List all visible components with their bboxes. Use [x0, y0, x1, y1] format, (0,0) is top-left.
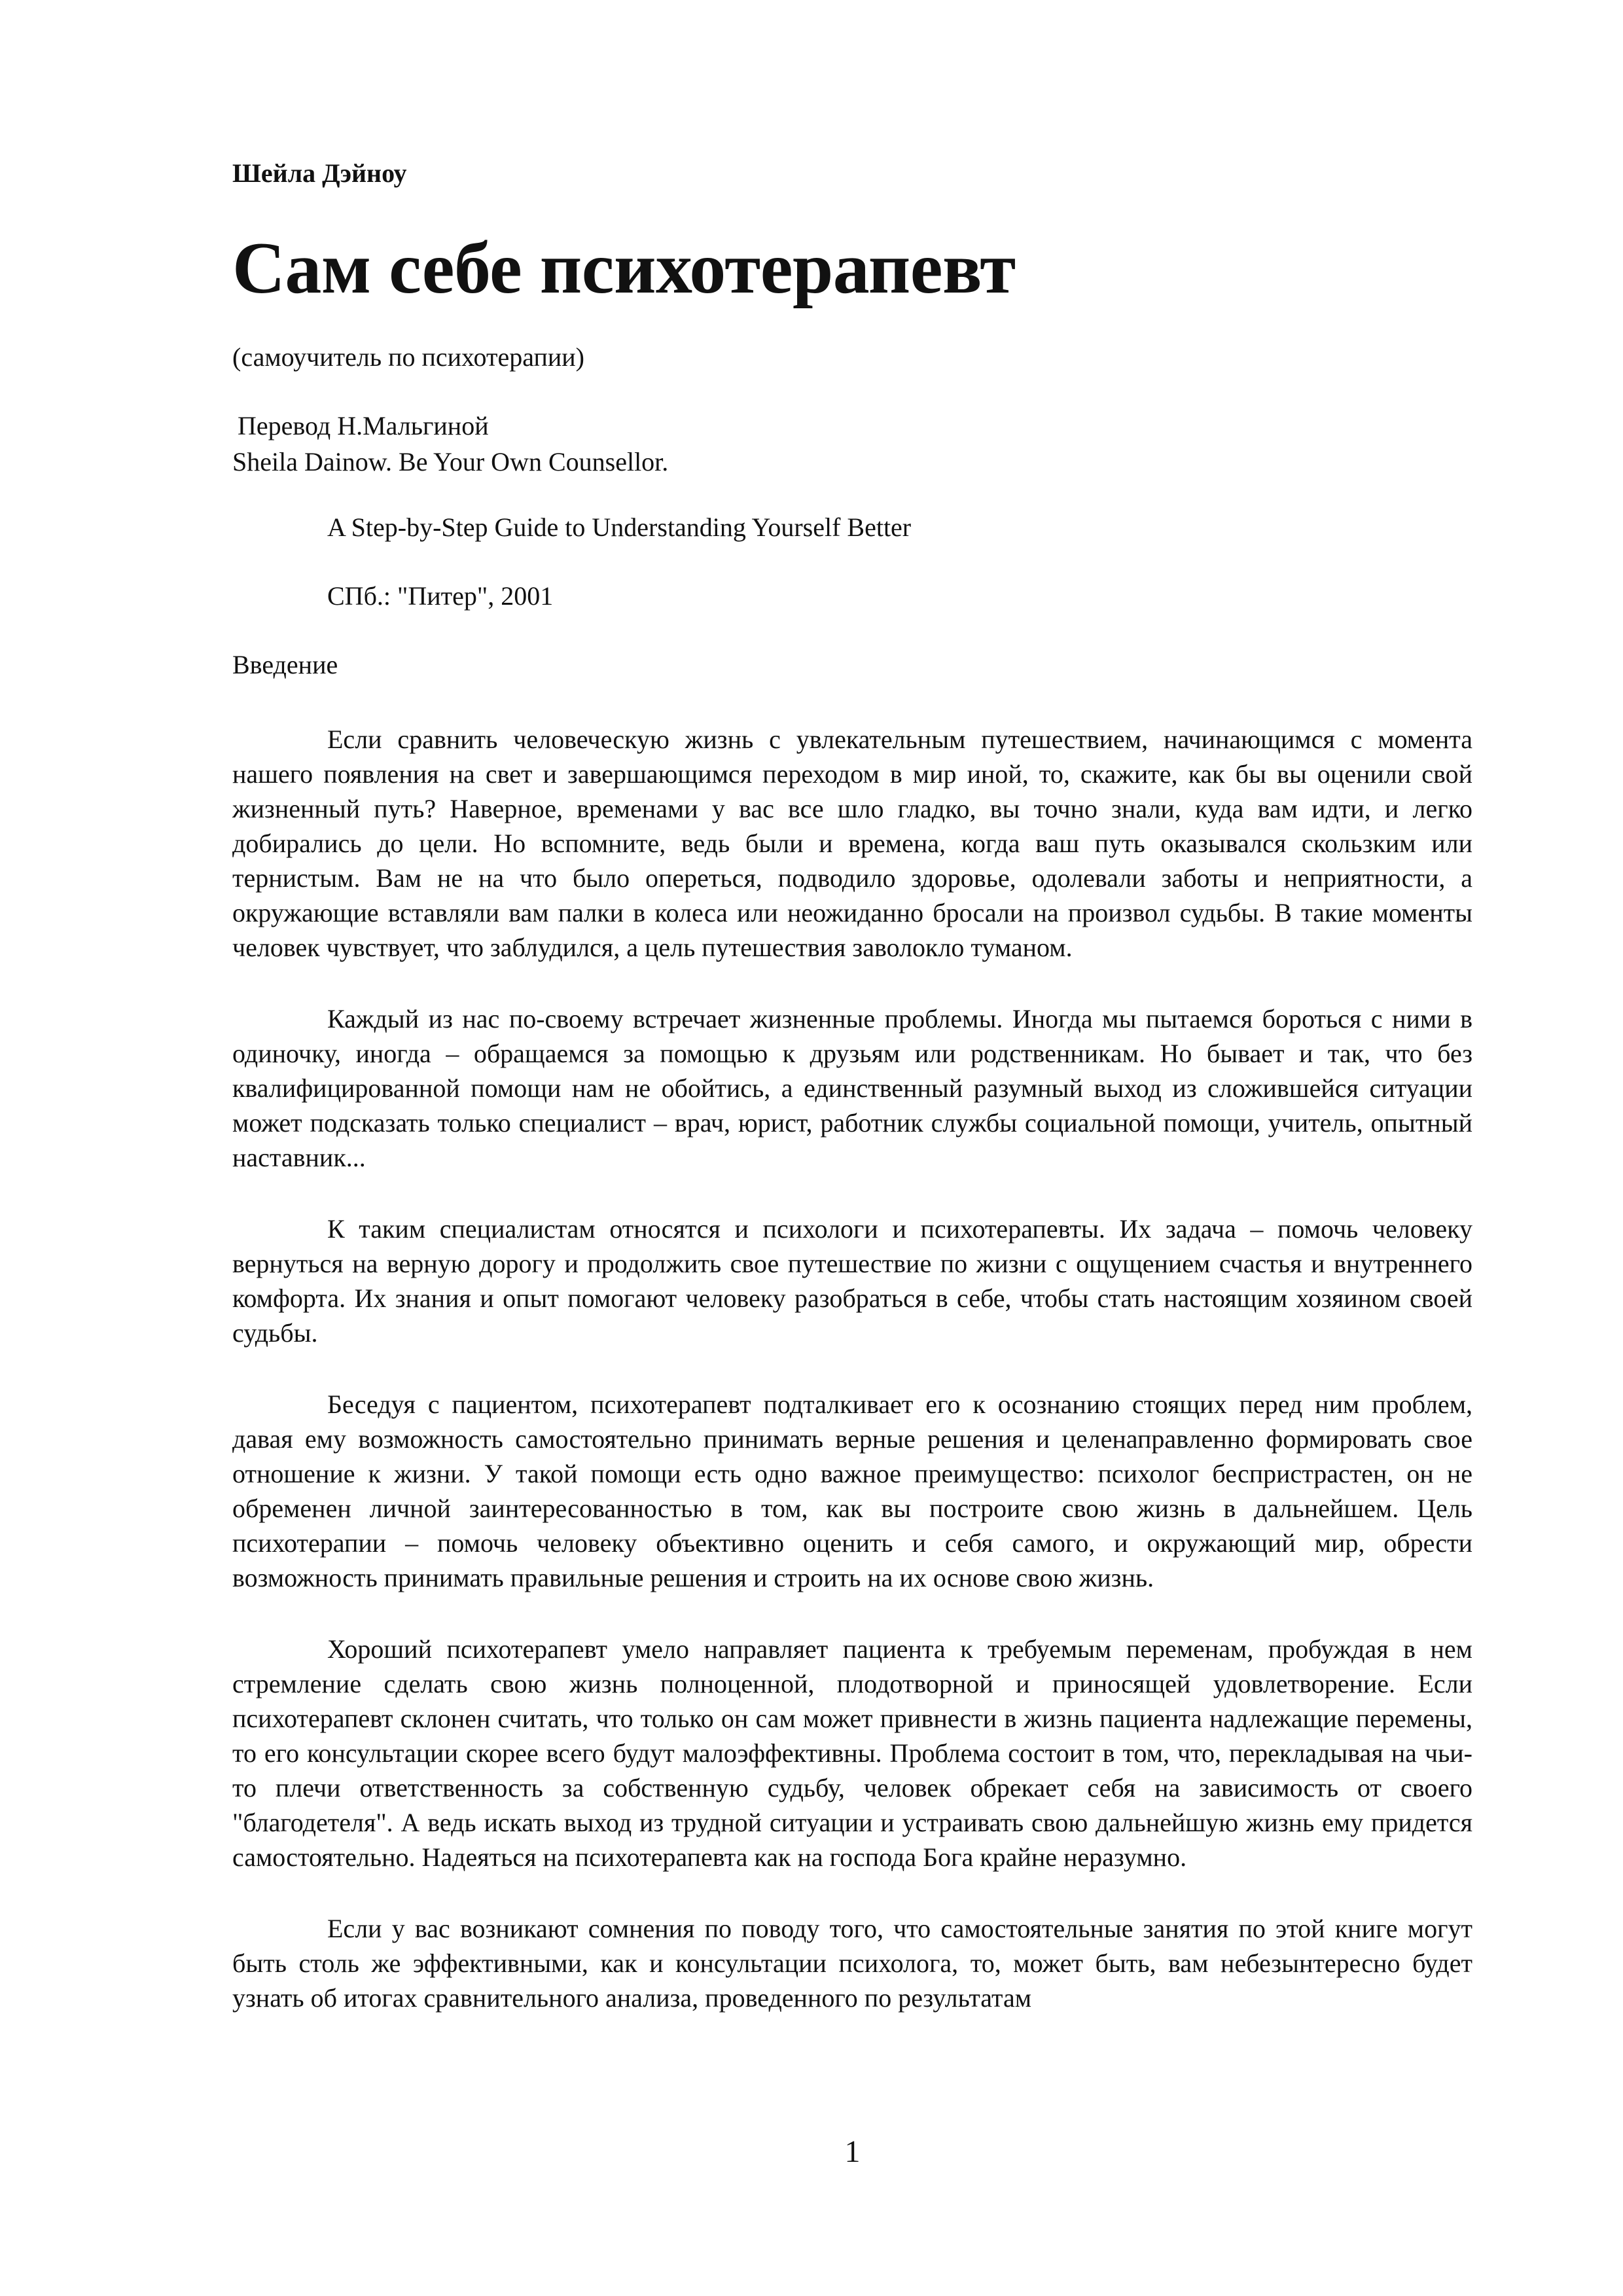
paragraph: Хороший психотерапевт умело направляет пациента к требуемым переменам, пробуждая в нем стремление сделать свою жизнь полноценной, плодотворной и приносящей удовлетворение. Если психотерапевт склонен считать, что только он сам может привнести в жизнь пациента надлежащие перемены, то его консультации скорее всего будут малоэффективны. Проблема состоит в том, что, перекладывая на чьи-то плечи ответственность за собственную судьбу, человек обрекает себя на зависимость от своего "благодетеля". А ведь искать выход из трудной ситуации и устраивать свою дальнейшую жизнь ему придется самостоятельно. Надеяться на психотерапевта как на господа Бога крайне неразумно. [232, 1634, 1472, 1872]
section-heading: Введение [232, 650, 338, 679]
paragraph: Беседуя с пациентом, психотерапевт подталкивает его к осознанию стоящих перед ним проблем, давая ему возможность самостоятельно принимать верные решения и целенаправленно формировать свое отношение к жизни. У такой помощи есть одно важное преимущество: психолог беспристрастен, он не обременен личной заинтересованностью в том, как вы построите свою жизнь в дальнейшем. Цель психотерапии – помочь человеку объективно оценить и себя самого, и окружающий мир, обрести возможность принимать правильные решения и строить на их основе свою жизнь. [232, 1390, 1472, 1592]
paragraph: Каждый из нас по-своему встречает жизненные проблемы. Иногда мы пытаемся бороться с ними в одиночку, иногда – обращаемся за помощью к друзьям или родственникам. Но бывает и так, что без квалифицированной помощи нам не обойтись, а единственный разумный выход из сложившейся ситуации может подсказать только специалист – врач, юрист, работник службы социальной помощи, учитель, опытный наставник... [232, 1004, 1472, 1172]
author-name: Шейла Дэйноу [232, 158, 407, 188]
original-title: Sheila Dainow. Be Your Own Counsellor. [232, 447, 669, 476]
page-number: 1 [844, 2134, 861, 2169]
body-text [232, 722, 1472, 2052]
translator-credit: Перевод Н.Мальгиной [238, 411, 489, 440]
paragraph: К таким специалистам относятся и психологи и психотерапевты. Их задача – помочь человеку вернуться на верную дорогу и продолжить свое путешествие по жизни с ощущением счастья и внутреннего комфорта. Их знания и опыт помогают человеку разобраться в себе, чтобы стать настоящим хозяином своей судьбы. [232, 1214, 1472, 1348]
book-subtitle: (самоучитель по психотерапии) [232, 342, 584, 372]
publisher-info: СПб.: "Питер", 2001 [327, 581, 554, 611]
book-title: Сам себе психотерапевт [232, 228, 1016, 309]
paragraph: Если сравнить человеческую жизнь с увлекательным путешествием, начинающимся с момента нашего появления на свет и завершающимся переходом в мир иной, то, скажите, как бы вы оценили свой жизненный путь? Наверное, временами у вас все шло гладко, вы точно знали, куда вам идти, и легко добирались до цели. Но вспомните, ведь были и времена, когда ваш путь оказывался скользким или тернистым. Вам не на что было опереться, подводило здоровье, одолевали заботы и неприятности, а окружающие вставляли вам палки в колеса или неожиданно бросали на произвол судьбы. В такие моменты человек чувствует, что заблудился, а цель путешествия заволокло туманом. [232, 725, 1472, 962]
paragraph: Если у вас возникают сомнения по поводу того, что самостоятельные занятия по этой книге могут быть столь же эффективными, как и консультации психолога, то, может быть, вам небезынтересно будет узнать об итогах сравнительного анализа, проведенного по результатам [232, 1914, 1472, 2013]
original-subtitle: A Step-by-Step Guide to Understanding Yourself Better [327, 512, 912, 542]
